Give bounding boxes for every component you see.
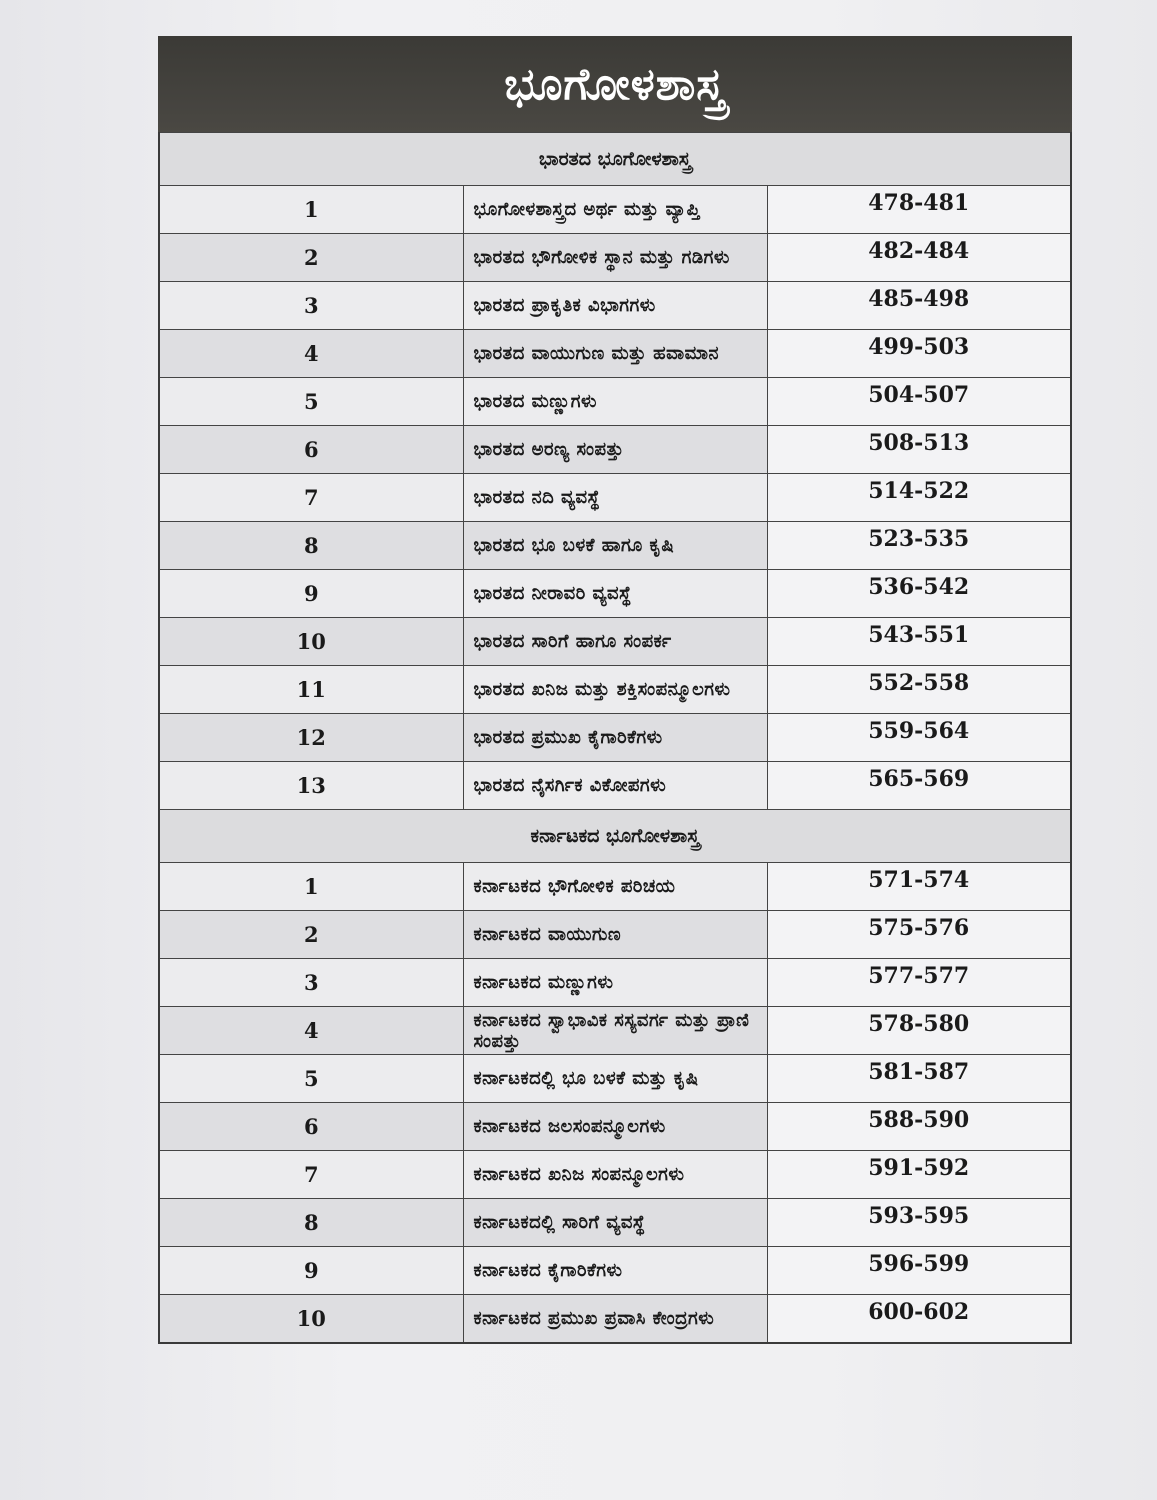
chapter-title: ಭಾರತದ ಭೂ ಬಳಕೆ ಹಾಗೂ ಕೃಷಿ xyxy=(463,522,767,570)
chapter-number: 5 xyxy=(159,1055,463,1103)
page-range: 588-590 xyxy=(767,1103,1071,1151)
chapter-row xyxy=(159,474,1071,522)
contents-table-body xyxy=(159,133,1071,1344)
page-range: 552-558 xyxy=(767,666,1071,714)
section-heading: ಕರ್ನಾಟಕದ ಭೂಗೋಳಶಾಸ್ತ್ರ xyxy=(159,810,1071,863)
chapter-row xyxy=(159,330,1071,378)
chapter-row xyxy=(159,1199,1071,1247)
chapter-row xyxy=(159,666,1071,714)
page-range: 543-551 xyxy=(767,618,1071,666)
chapter-title: ಭಾರತದ ಪ್ರಮುಖ ಕೈಗಾರಿಕೆಗಳು xyxy=(463,714,767,762)
chapter-title: ಭಾರತದ ನೈಸರ್ಗಿಕ ವಿಕೋಪಗಳು xyxy=(463,762,767,810)
chapter-number: 1 xyxy=(159,186,463,234)
chapter-number: 6 xyxy=(159,1103,463,1151)
chapter-title: ಕರ್ನಾಟಕದ ಸ್ವಾಭಾವಿಕ ಸಸ್ಯವರ್ಗ ಮತ್ತು ಪ್ರಾಣಿ ಸಂಪತ್ತು xyxy=(463,1007,767,1055)
chapter-title: ಕರ್ನಾಟಕದ ವಾಯುಗುಣ xyxy=(463,911,767,959)
contents-page xyxy=(158,36,1072,1344)
chapter-title: ಭಾರತದ ಭೌಗೋಳಿಕ ಸ್ಥಾನ ಮತ್ತು ಗಡಿಗಳು xyxy=(463,234,767,282)
chapter-number: 7 xyxy=(159,1151,463,1199)
chapter-row xyxy=(159,1151,1071,1199)
page-range: 571-574 xyxy=(767,863,1071,911)
chapter-row xyxy=(159,570,1071,618)
page-range: 577-577 xyxy=(767,959,1071,1007)
chapter-number: 2 xyxy=(159,234,463,282)
page-range: 596-599 xyxy=(767,1247,1071,1295)
chapter-number: 8 xyxy=(159,1199,463,1247)
chapter-number: 8 xyxy=(159,522,463,570)
page-range: 514-522 xyxy=(767,474,1071,522)
chapter-row xyxy=(159,378,1071,426)
page-range: 536-542 xyxy=(767,570,1071,618)
page-range: 581-587 xyxy=(767,1055,1071,1103)
chapter-number: 9 xyxy=(159,570,463,618)
chapter-title: ಭಾರತದ ಖನಿಜ ಮತ್ತು ಶಕ್ತಿಸಂಪನ್ಮೂಲಗಳು xyxy=(463,666,767,714)
chapter-number: 7 xyxy=(159,474,463,522)
chapter-number: 4 xyxy=(159,1007,463,1055)
chapter-number: 5 xyxy=(159,378,463,426)
page-range: 593-595 xyxy=(767,1199,1071,1247)
chapter-number: 10 xyxy=(159,618,463,666)
chapter-title: ಭಾರತದ ಸಾರಿಗೆ ಹಾಗೂ ಸಂಪರ್ಕ xyxy=(463,618,767,666)
chapter-row xyxy=(159,186,1071,234)
chapter-number: 12 xyxy=(159,714,463,762)
page-range: 591-592 xyxy=(767,1151,1071,1199)
chapter-row xyxy=(159,522,1071,570)
chapter-number: 9 xyxy=(159,1247,463,1295)
chapter-row xyxy=(159,1103,1071,1151)
page-range: 478-481 xyxy=(767,186,1071,234)
chapter-number: 4 xyxy=(159,330,463,378)
chapter-row xyxy=(159,1055,1071,1103)
chapter-title: ಕರ್ನಾಟಕದ ಜಲಸಂಪನ್ಮೂಲಗಳು xyxy=(463,1103,767,1151)
page-range: 578-580 xyxy=(767,1007,1071,1055)
chapter-row xyxy=(159,426,1071,474)
chapter-title: ಕರ್ನಾಟಕದ ಮಣ್ಣುಗಳು xyxy=(463,959,767,1007)
page-range: 523-535 xyxy=(767,522,1071,570)
chapter-row xyxy=(159,714,1071,762)
chapter-title: ಭಾರತದ ಪ್ರಾಕೃತಿಕ ವಿಭಾಗಗಳು xyxy=(463,282,767,330)
chapter-title: ಭಾರತದ ಅರಣ್ಯ ಸಂಪತ್ತು xyxy=(463,426,767,474)
section-heading-row xyxy=(159,810,1071,863)
page-title: ಭೂಗೋಳಶಾಸ್ತ್ರ xyxy=(504,58,726,110)
chapter-title: ಭಾರತದ ವಾಯುಗುಣ ಮತ್ತು ಹವಾಮಾನ xyxy=(463,330,767,378)
chapter-number: 11 xyxy=(159,666,463,714)
chapter-title: ಕರ್ನಾಟಕದ ಪ್ರಮುಖ ಪ್ರವಾಸಿ ಕೇಂದ್ರಗಳು xyxy=(463,1295,767,1344)
page-range: 565-569 xyxy=(767,762,1071,810)
chapter-title: ಕರ್ನಾಟಕದ ಕೈಗಾರಿಕೆಗಳು xyxy=(463,1247,767,1295)
page-range: 485-498 xyxy=(767,282,1071,330)
page-range: 499-503 xyxy=(767,330,1071,378)
page-range: 508-513 xyxy=(767,426,1071,474)
section-heading: ಭಾರತದ ಭೂಗೋಳಶಾಸ್ತ್ರ xyxy=(159,133,1071,186)
chapter-title: ಕರ್ನಾಟಕದಲ್ಲಿ ಭೂ ಬಳಕೆ ಮತ್ತು ಕೃಷಿ xyxy=(463,1055,767,1103)
chapter-number: 3 xyxy=(159,959,463,1007)
chapter-row xyxy=(159,863,1071,911)
chapter-number: 10 xyxy=(159,1295,463,1344)
page-range: 600-602 xyxy=(767,1295,1071,1344)
chapter-title: ಕರ್ನಾಟಕದ ಭೌಗೋಳಿಕ ಪರಿಚಯ xyxy=(463,863,767,911)
chapter-title: ಕರ್ನಾಟಕದಲ್ಲಿ ಸಾರಿಗೆ ವ್ಯವಸ್ಥೆ xyxy=(463,1199,767,1247)
chapter-number: 2 xyxy=(159,911,463,959)
page-range: 504-507 xyxy=(767,378,1071,426)
chapter-row xyxy=(159,911,1071,959)
chapter-title: ಭಾರತದ ನದಿ ವ್ಯವಸ್ಥೆ xyxy=(463,474,767,522)
chapter-number: 13 xyxy=(159,762,463,810)
page-title-banner xyxy=(158,36,1072,132)
contents-table xyxy=(158,132,1072,1344)
chapter-title: ಭಾರತದ ನೀರಾವರಿ ವ್ಯವಸ್ಥೆ xyxy=(463,570,767,618)
chapter-row xyxy=(159,618,1071,666)
chapter-row xyxy=(159,1007,1071,1055)
chapter-row xyxy=(159,959,1071,1007)
section-heading-row xyxy=(159,133,1071,186)
chapter-title: ಭಾರತದ ಮಣ್ಣುಗಳು xyxy=(463,378,767,426)
page-range: 575-576 xyxy=(767,911,1071,959)
chapter-row xyxy=(159,1295,1071,1344)
chapter-row xyxy=(159,282,1071,330)
chapter-number: 1 xyxy=(159,863,463,911)
chapter-title: ಭೂಗೋಳಶಾಸ್ತ್ರದ ಅರ್ಥ ಮತ್ತು ವ್ಯಾಪ್ತಿ xyxy=(463,186,767,234)
chapter-row xyxy=(159,1247,1071,1295)
chapter-number: 6 xyxy=(159,426,463,474)
chapter-title: ಕರ್ನಾಟಕದ ಖನಿಜ ಸಂಪನ್ಮೂಲಗಳು xyxy=(463,1151,767,1199)
page-range: 559-564 xyxy=(767,714,1071,762)
page-range: 482-484 xyxy=(767,234,1071,282)
chapter-row xyxy=(159,234,1071,282)
chapter-row xyxy=(159,762,1071,810)
chapter-number: 3 xyxy=(159,282,463,330)
